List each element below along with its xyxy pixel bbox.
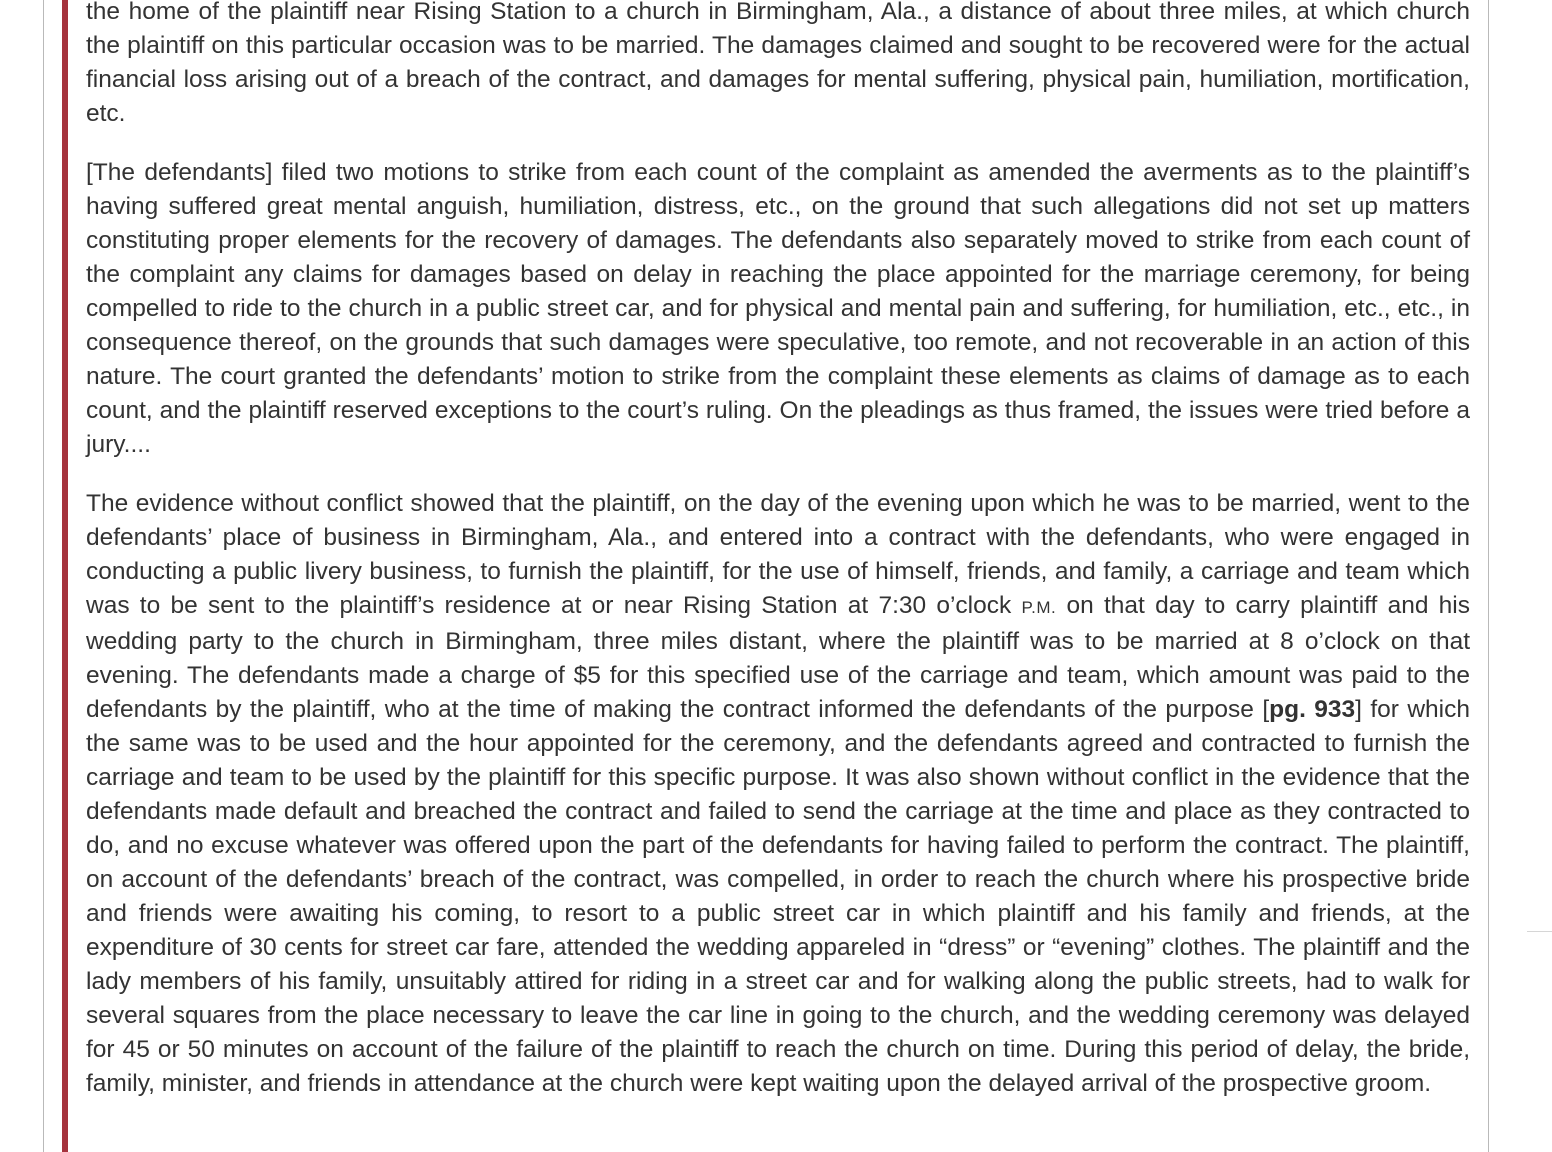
page-ref-bracket: ] — [1355, 696, 1362, 723]
scroll-marker — [1527, 931, 1552, 932]
paragraph-text: on that day to carry plaintiff and his wedding party to the church in Birmingham, three miles distant, where the plaintiff was to be married at 8 o’clock on that evening. The defendants made a charge of $5 for this specified use of the carriage and team, which amount was paid to the defendants by the plaintiff, who at the time of making the contract informed the defendants of the purpose — [86, 592, 1470, 723]
page-reference: pg. 933 — [1269, 696, 1356, 723]
paragraph — [86, 487, 1470, 1101]
paragraph-text: for which the same was to be used and the hour appointed for the ceremony, and the defendants agreed and contracted to furnish the carriage and team to be used by the plaintiff for this specific purpose. It was also shown without conflict in the evidence that the defendants made default and breached the contract and failed to send the carriage at the time and place as they contracted to do, and no excuse whatever was offered upon the part of the defendants for having failed to perform the contract. The plaintiff, on account of the defendants’ breach of the contract, was compelled, in order to reach the church where his prospective bride and friends were awaiting his coming, to resort to a public street car in which plaintiff and his family and friends, at the expenditure of 30 cents for street car fare, attended the wedding appareled in “dress” or “evening” clothes. The plaintiff and the lady members of his family, unsuitably attired for riding in a street car and for walking along the public streets, had to walk for several squares from the place necessary to leave the car line in going to the church, and the wedding ceremony was delayed for 45 or 50 minutes on account of the failure of the plaintiff to reach the church on time. During this period of delay, the bride, family, minister, and friends in attendance at the church were kept waiting upon the delayed arrival of the prospective groom. — [86, 696, 1470, 1097]
paragraph-text: The evidence without conflict showed that the plaintiff, on the day of the evening upon which he was to be married, went to the defendants’ place of business in Birmingham, Ala., and entered into a contract with the defendants, who were engaged in conducting a public livery business, to furnish the plaintiff, for the use of himself, friends, and family, a carriage and team which was to be sent to the plaintiff’s residence at or near Rising Station at 7:30 o’clock — [86, 490, 1470, 619]
paragraph: the home of the plaintiff near Rising Station to a church in Birmingham, Ala., a distance of about three miles, at which church the plaintiff on this particular occasion was to be married. The damages claimed and sought to be recovered were for the actual financial loss arising out of a breach of the contract, and damages for mental suffering, physical pain, humiliation, mortification, etc. — [86, 0, 1470, 127]
blockquote-content — [86, 0, 1470, 1126]
blockquote-bar — [62, 0, 68, 1152]
page-ref-bracket: [ — [1262, 696, 1270, 723]
paragraph: [The defendants] filed two motions to strike from each count of the complaint as amended the averments as to the plaintiff’s having suffered great mental anguish, humiliation, distress, etc., on the ground that such allegations did not set up matters constituting proper elements for the recovery of damages. The defendants also separately moved to strike from each count of the complaint any claims for damages based on delay in reaching the place appointed for the marriage ceremony, for being compelled to ride to the church in a public street car, and for physical and mental pain and suffering, for humiliation, etc., etc., in consequence thereof, on the grounds that such damages were speculative, too remote, and not recoverable in an action of this nature. The court granted the defendants’ motion to strike from the complaint these elements as claims of damage as to each count, and the plaintiff reserved exceptions to the court’s ruling. On the pleadings as thus framed, the issues were tried before a jury.... — [86, 159, 1470, 458]
time-abbreviation: P.M. — [1021, 598, 1057, 617]
